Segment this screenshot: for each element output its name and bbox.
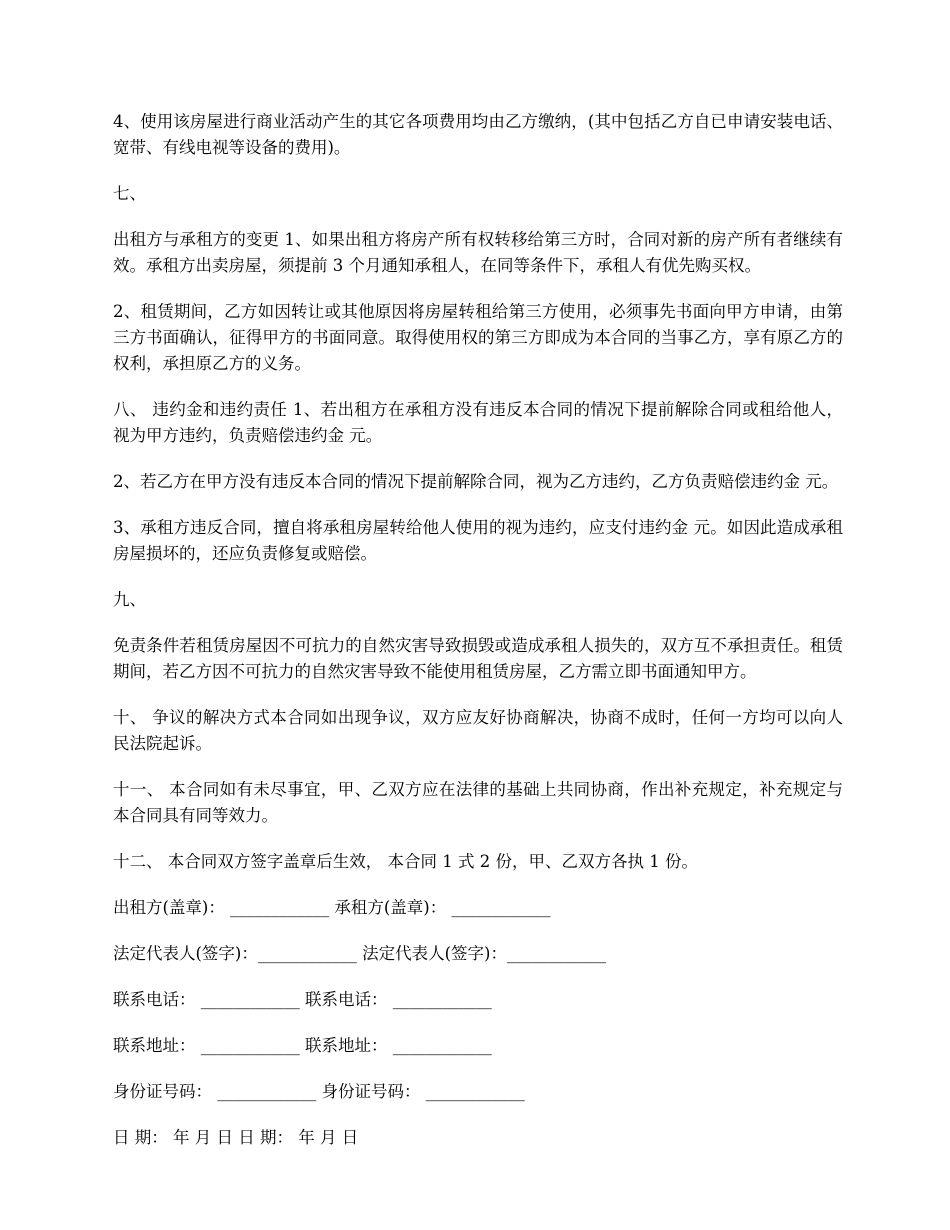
signature-seal-line: 出租方(盖章)： ____________ 承租方(盖章)： ____________ (113, 898, 551, 917)
clause-7-item-2: 2、租赁期间，乙方如因转让或其他原因将房屋转租给第三方使用，必须事先书面向甲方申请，由第三方书面确认，征得甲方的书面同意。取得使用权的第三方即成为本合同的当事乙方，享有原乙方的权利，承担原乙方的义务。 (113, 302, 843, 373)
signature-date-line: 日 期： 年 月 日 日 期： 年 月 日 (113, 1128, 359, 1147)
clause-7-item-1: 出租方与承租方的变更 1、如果出租方将房产所有权转移给第三方时，合同对新的房产所有者继续有效。承租方出卖房屋，须提前 3 个月通知承租人，在同等条件下，承租人有优先购买权。 (113, 230, 843, 275)
clause-8-item-2: 2、若乙方在甲方没有违反本合同的情况下提前解除合同，视为乙方违约，乙方负责赔偿违约金 元。 (113, 472, 839, 491)
contract-page (113, 109, 843, 1171)
clause-11-supplement: 十一、 本合同如有未尽事宜，甲、乙双方应在法律的基础上共同协商，作出补充规定，补充规定与本合同具有同等效力。 (113, 780, 843, 825)
signature-id-number-line: 身份证号码： ____________ 身份证号码： ____________ (113, 1082, 525, 1101)
section-7-heading: 七、 (113, 184, 146, 203)
section-9-heading: 九、 (113, 590, 146, 609)
clause-6-item-4: 4、使用该房屋进行商业活动产生的其它各项费用均由乙方缴纳，(其中包括乙方自已申请安装电话、宽带、有线电视等设备的费用)。 (113, 112, 843, 157)
clause-8-item-3: 3、承租方违反合同，擅自将承租房屋转给他人使用的视为违约，应支付违约金 元。如因此造成承租房屋损坏的，还应负责修复或赔偿。 (113, 518, 843, 563)
signature-phone-line: 联系电话： ____________ 联系电话： ____________ (113, 990, 492, 1009)
clause-10-dispute: 十、 争议的解决方式本合同如出现争议，双方应友好协商解决，协商不成时，任何一方均可以向人民法院起诉。 (113, 708, 843, 753)
clause-8-item-1: 八、 违约金和违约责任 1、若出租方在承租方没有违反本合同的情况下提前解除合同或租给他人，视为甲方违约，负责赔偿违约金 元。 (113, 400, 843, 445)
signature-representative-line: 法定代表人(签字)：____________ 法定代表人(签字)：____________ (113, 944, 606, 963)
clause-9-exemption: 免责条件若租赁房屋因不可抗力的自然灾害导致损毁或造成承租人损失的，双方互不承担责任。租赁期间，若乙方因不可抗力的自然灾害导致不能使用租赁房屋，乙方需立即书面通知甲方。 (113, 636, 843, 681)
signature-address-line: 联系地址： ____________ 联系地址： ____________ (113, 1036, 492, 1055)
clause-12-effect: 十二、 本合同双方签字盖章后生效， 本合同 1 式 2 份，甲、乙双方各执 1 份。 (113, 852, 698, 871)
